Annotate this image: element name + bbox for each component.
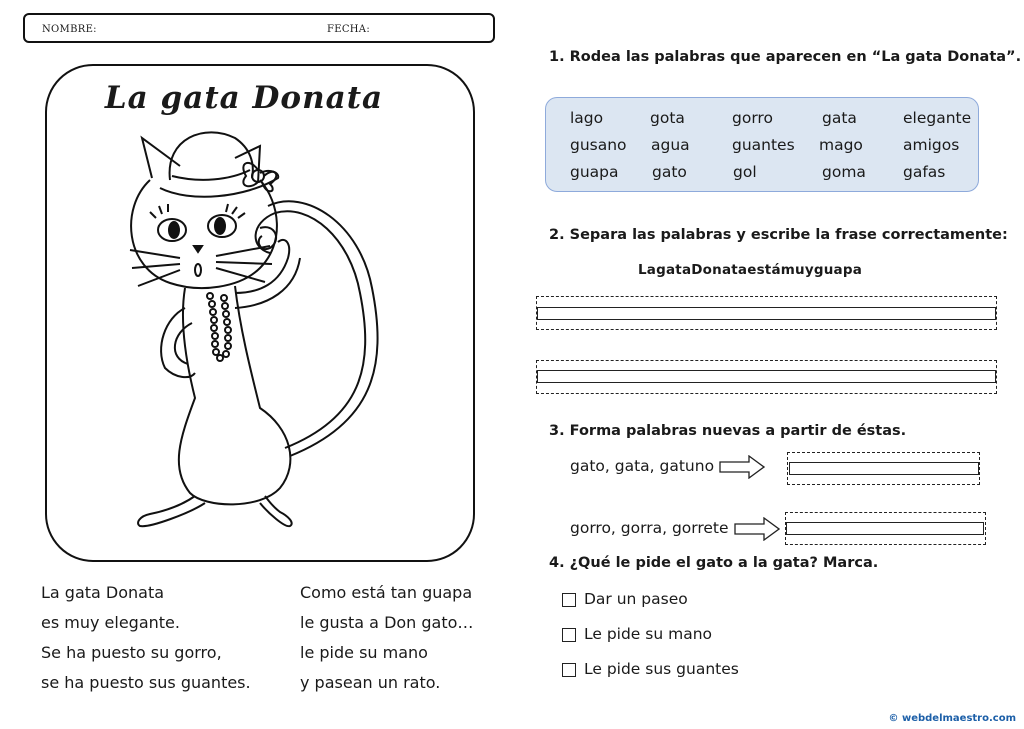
story-title: La gata Donata bbox=[104, 80, 384, 116]
exercise3-question: 3. Forma palabras nuevas a partir de éstas. bbox=[549, 423, 907, 439]
poem-line: La gata Donata bbox=[41, 583, 165, 602]
site-credit: © webdelmaestro.com bbox=[888, 713, 1016, 724]
option-label: Le pide su mano bbox=[584, 625, 713, 643]
option-label: Dar un paseo bbox=[584, 590, 688, 608]
word-item[interactable]: gota bbox=[650, 109, 685, 127]
word-item[interactable]: gata bbox=[822, 109, 857, 127]
word-item[interactable]: gafas bbox=[903, 163, 946, 181]
word-item[interactable]: guantes bbox=[732, 136, 795, 154]
poem-line: le gusta a Don gato… bbox=[300, 613, 474, 632]
word-item[interactable]: lago bbox=[570, 109, 604, 127]
date-label: FECHA: bbox=[327, 24, 371, 35]
exercise2-question: 2. Separa las palabras y escribe la frase correctamente: bbox=[549, 227, 1008, 243]
poem-line: le pide su mano bbox=[300, 643, 428, 662]
name-label: NOMBRE: bbox=[42, 24, 97, 35]
word-item[interactable]: gorro bbox=[732, 109, 773, 127]
word-item[interactable]: amigos bbox=[903, 136, 960, 154]
word-item[interactable]: gusano bbox=[570, 136, 627, 154]
poem-line: es muy elegante. bbox=[41, 613, 180, 632]
exercise1-question: 1. Rodea las palabras que aparecen en “La gata Donata”. bbox=[549, 49, 1022, 65]
word-item[interactable]: gol bbox=[733, 163, 757, 181]
poem-left bbox=[41, 578, 251, 698]
word-family-1: gato, gata, gatuno bbox=[570, 457, 715, 475]
poem-right bbox=[300, 578, 473, 698]
poem-line: Como está tan guapa bbox=[300, 583, 473, 602]
poem-line: se ha puesto sus guantes. bbox=[41, 673, 251, 692]
poem-line: y pasean un rato. bbox=[300, 673, 441, 692]
checkbox-icon[interactable] bbox=[562, 663, 576, 677]
option-label: Le pide sus guantes bbox=[584, 660, 739, 678]
answer-line-2[interactable] bbox=[537, 370, 996, 383]
exercise4-question: 4. ¿Qué le pide el gato a la gata? Marca. bbox=[549, 555, 879, 571]
poem-line: Se ha puesto su gorro, bbox=[41, 643, 222, 662]
word-box bbox=[545, 97, 979, 192]
word-item[interactable]: gato bbox=[652, 163, 687, 181]
word-item[interactable]: agua bbox=[651, 136, 690, 154]
checkbox-icon[interactable] bbox=[562, 593, 576, 607]
arrow-right-icon bbox=[734, 517, 780, 541]
word-item[interactable]: guapa bbox=[570, 163, 619, 181]
arrow-right-icon bbox=[719, 455, 765, 479]
answer-line-4[interactable] bbox=[786, 522, 984, 535]
joined-sentence: LagataDonataestámuyguapa bbox=[638, 262, 863, 278]
cat-illustration bbox=[110, 118, 410, 548]
checkbox-icon[interactable] bbox=[562, 628, 576, 642]
word-item[interactable]: goma bbox=[822, 163, 866, 181]
word-item[interactable]: mago bbox=[819, 136, 863, 154]
word-item[interactable]: elegante bbox=[903, 109, 972, 127]
answer-line-1[interactable] bbox=[537, 307, 996, 320]
answer-line-3[interactable] bbox=[789, 462, 979, 475]
word-family-2: gorro, gorra, gorrete bbox=[570, 519, 729, 537]
